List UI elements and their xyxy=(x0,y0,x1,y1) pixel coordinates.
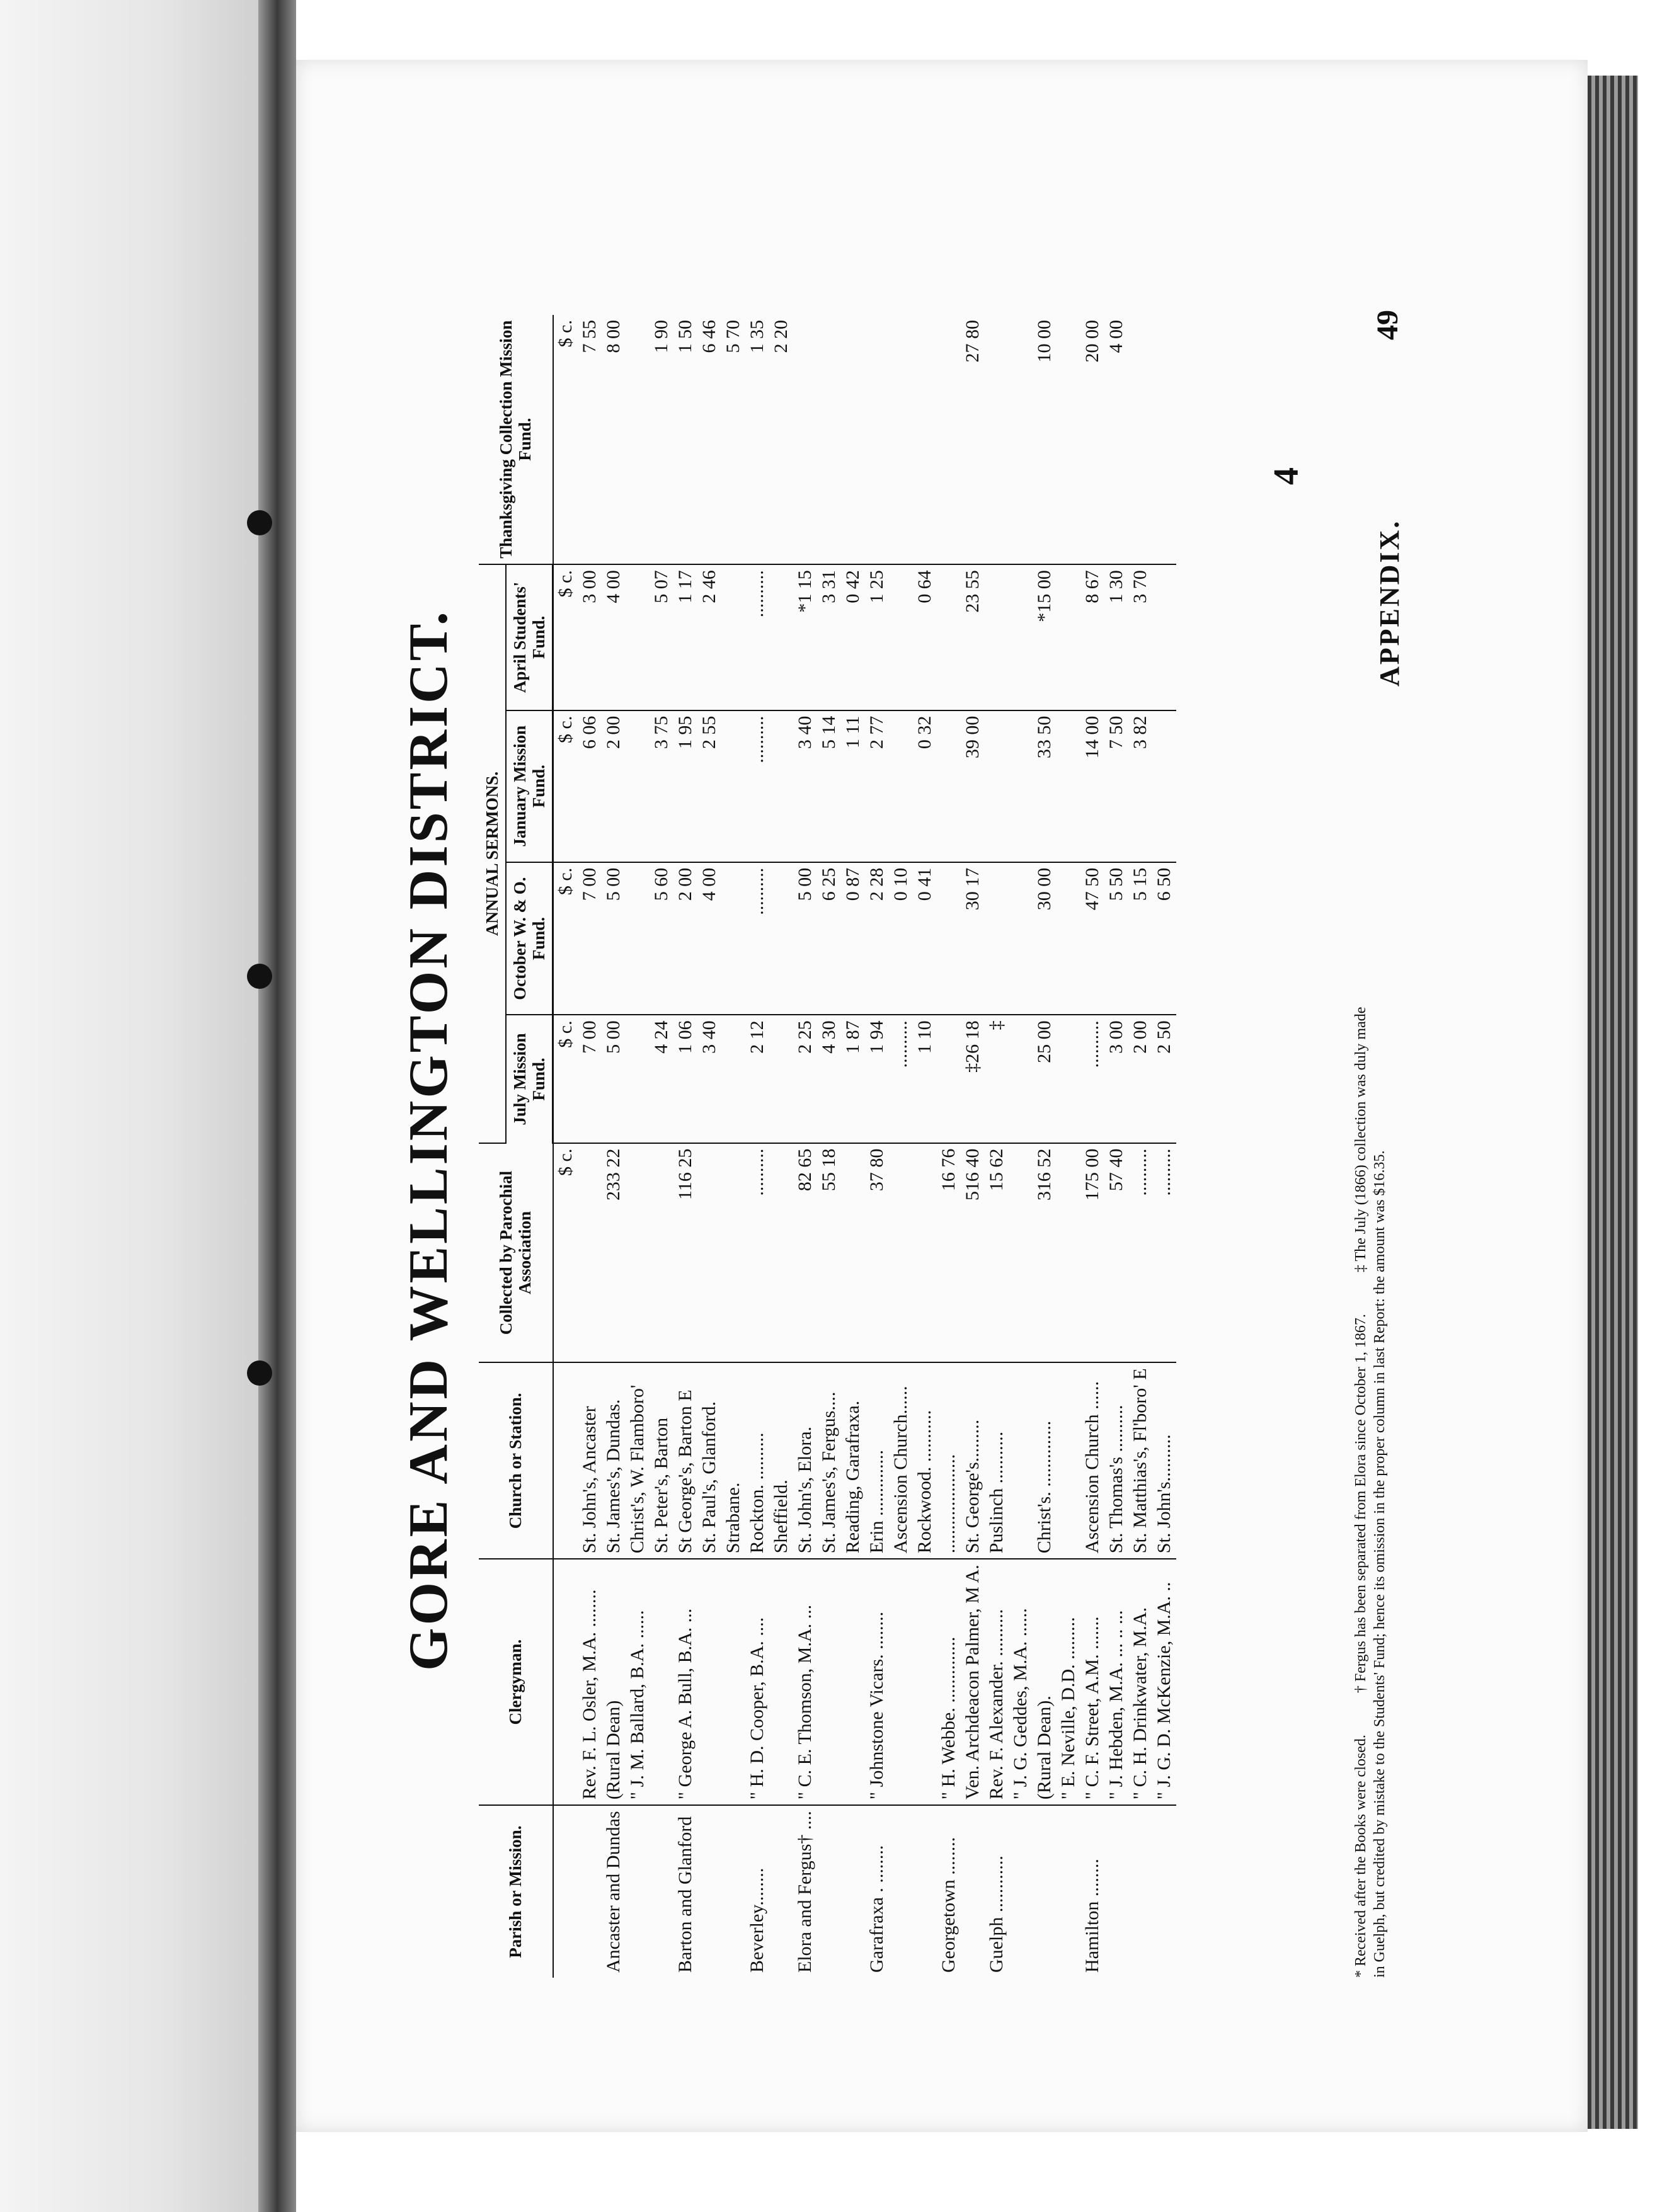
table-cell: Barton and Glanford xyxy=(675,1816,696,1973)
table-cell xyxy=(889,315,913,564)
table-cell xyxy=(841,1559,865,1805)
table-cell: 25 00 xyxy=(1033,1015,1057,1143)
table-cell xyxy=(1128,315,1152,564)
table-cell: .......... xyxy=(889,1015,913,1143)
table-cell: *1 15 xyxy=(793,564,817,710)
table-cell xyxy=(1057,862,1080,1015)
table-cell xyxy=(553,1805,578,1978)
table-cell: Ven. Archdeacon Palmer, M A. xyxy=(961,1559,985,1805)
table-cell: " J. M. Ballard, B.A. ...... xyxy=(626,1559,650,1805)
table-cell: 3 31 xyxy=(817,564,841,710)
header-thanksgiving: Thanksgiving Collection Mission Fund. xyxy=(479,315,553,564)
table-cell: 3 40 xyxy=(697,1015,721,1143)
table-cell xyxy=(1104,1805,1128,1978)
table-cell: 3 00 xyxy=(578,564,602,710)
table-cell xyxy=(721,1015,745,1143)
table-cell: 0 64 xyxy=(913,564,937,710)
table-cell: .......... xyxy=(1152,1143,1176,1363)
table-cell: ‡ xyxy=(985,1015,1009,1143)
table-cell xyxy=(1033,1805,1057,1978)
table-row xyxy=(865,315,889,1978)
table-cell xyxy=(1057,1143,1080,1363)
table-cell xyxy=(721,1559,745,1805)
table-cell: St. Thomas's .......... xyxy=(1104,1362,1128,1559)
table-cell xyxy=(697,1143,721,1363)
table-cell xyxy=(769,1805,793,1978)
table-cell: .......... xyxy=(745,1143,769,1363)
table-cell: 1 95 xyxy=(673,710,697,862)
table-cell: 6 46 xyxy=(697,315,721,564)
table-cell: $ c. xyxy=(553,315,578,564)
table-cell: 47 50 xyxy=(1080,862,1104,1015)
table-row xyxy=(817,315,841,1978)
table-cell: 3 75 xyxy=(650,710,673,862)
table-cell xyxy=(1128,1805,1152,1978)
table-cell: 1 30 xyxy=(1104,564,1128,710)
table-cell: 7 50 xyxy=(1104,710,1128,862)
table-cell xyxy=(1057,710,1080,862)
table-row xyxy=(673,315,697,1978)
table-cell xyxy=(889,1805,913,1978)
table-cell: St. Matthias's, Fl'boro' E xyxy=(1128,1362,1152,1559)
table-cell xyxy=(985,315,1009,564)
table-cell: 233 22 xyxy=(602,1143,626,1363)
table-cell xyxy=(1009,1015,1033,1143)
table-cell: 316 52 xyxy=(1033,1143,1057,1363)
binding-hole-icon xyxy=(247,964,272,989)
table-cell: ‡26 18 xyxy=(961,1015,985,1143)
table-cell xyxy=(769,1015,793,1143)
table-row xyxy=(1033,315,1057,1978)
table-cell: " H. D. Cooper, B.A. .... xyxy=(745,1559,769,1805)
table-cell: Erin .............. xyxy=(865,1362,889,1559)
table-cell: Elora and Fergus† .... xyxy=(794,1811,815,1973)
table-cell: Garafraxa . ........ xyxy=(866,1845,887,1973)
table-cell: Ancaster and Dundas xyxy=(603,1811,624,1973)
table-cell: 1 17 xyxy=(673,564,697,710)
table-cell: 2 00 xyxy=(1128,1015,1152,1143)
table-cell: " George A. Bull, B.A. ... xyxy=(673,1559,697,1805)
footnote-ddagger: ‡ The July (1866) collection was duly made xyxy=(1353,1006,1369,1273)
header-annual-sermons: ANNUAL SERMONS. xyxy=(479,564,506,1143)
currency-row xyxy=(553,315,578,1978)
table-cell: 30 17 xyxy=(961,862,985,1015)
table-cell xyxy=(793,315,817,564)
header-parish: Parish or Mission. xyxy=(479,1805,553,1978)
table-cell xyxy=(1057,564,1080,710)
table-cell: 5 70 xyxy=(721,315,745,564)
table-cell: 2 20 xyxy=(769,315,793,564)
table-cell: $ c. xyxy=(553,564,578,710)
table-cell: St. Peter's, Barton xyxy=(650,1362,673,1559)
table-cell: 116 25 xyxy=(673,1143,697,1363)
table-cell xyxy=(913,1143,937,1363)
header-october: October W. & O. Fund. xyxy=(506,862,553,1015)
table-row xyxy=(769,315,793,1978)
table-cell: Ascension Church...... xyxy=(889,1362,913,1559)
table-cell: St George's, Barton E xyxy=(673,1362,697,1559)
table-cell xyxy=(1009,1805,1033,1978)
table-cell xyxy=(937,710,961,862)
table-cell xyxy=(889,1143,913,1363)
binding-hole-icon xyxy=(247,510,272,535)
table-cell xyxy=(961,1805,985,1978)
table-cell xyxy=(1009,1143,1033,1363)
table-cell: " J. G. D. McKenzie, M.A. .. xyxy=(1152,1559,1176,1805)
table-cell: St. Paul's, Glanford. xyxy=(697,1362,721,1559)
table-cell xyxy=(985,564,1009,710)
contributions-table xyxy=(479,315,1176,1978)
table-cell xyxy=(817,315,841,564)
table-row xyxy=(578,315,602,1978)
table-row xyxy=(1080,315,1104,1978)
table-cell: Ascension Church ...... xyxy=(1080,1362,1104,1559)
header-parochial: Collected by Parochial Association xyxy=(479,1143,553,1363)
table-row xyxy=(913,315,937,1978)
table-cell: " C. E. Thomson, M.A. ... xyxy=(793,1559,817,1805)
table-cell xyxy=(626,1805,650,1978)
table-cell: " H. Webbe. .............. xyxy=(937,1559,961,1805)
table-row xyxy=(937,315,961,1978)
table-cell: 2 28 xyxy=(865,862,889,1015)
table-cell xyxy=(937,315,961,564)
table-cell xyxy=(1057,1362,1080,1559)
table-cell: Rockwood. ........... xyxy=(913,1362,937,1559)
table-cell: *15 00 xyxy=(1033,564,1057,710)
table-cell xyxy=(1057,315,1080,564)
footnote-line2: in Guelph, but credited by mistake to the Students' Fund; hence its omission in the proper column in last Report: the amount was $16.35. xyxy=(1372,1150,1388,1978)
table-cell xyxy=(721,862,745,1015)
running-header: APPENDIX. xyxy=(1374,519,1405,687)
page-title: GORE AND WELLINGTON DISTRICT. xyxy=(398,609,459,1671)
table-cell: St. James's, Fergus.... xyxy=(817,1362,841,1559)
header-january: January Mission Fund. xyxy=(506,710,553,862)
footnote-star: * Received after the Books were closed. xyxy=(1353,1735,1369,1978)
binding-hole-icon xyxy=(247,1360,272,1386)
table-cell: 2 46 xyxy=(697,564,721,710)
table-cell: 5 00 xyxy=(793,862,817,1015)
page-edges xyxy=(1588,76,1638,2129)
table-cell xyxy=(865,315,889,564)
table-cell: 37 80 xyxy=(865,1143,889,1363)
table-cell xyxy=(985,710,1009,862)
table-cell: 1 87 xyxy=(841,1015,865,1143)
table-cell: Beverley........ xyxy=(747,1867,767,1973)
table-cell: Puslinch ........... xyxy=(985,1362,1009,1559)
table-cell: " C. H. Drinkwater, M.A. xyxy=(1128,1559,1152,1805)
table-cell: 3 40 xyxy=(793,710,817,862)
table-cell: 516 40 xyxy=(961,1143,985,1363)
table-cell: 5 60 xyxy=(650,862,673,1015)
table-cell: 6 06 xyxy=(578,710,602,862)
table-cell: 1 10 xyxy=(913,1015,937,1143)
table-row xyxy=(961,315,985,1978)
table-cell: 6 25 xyxy=(817,862,841,1015)
table-cell: 5 50 xyxy=(1104,862,1128,1015)
table-cell xyxy=(578,1805,602,1978)
table-cell: $ c. xyxy=(553,862,578,1015)
table-cell: Guelph ............ xyxy=(986,1856,1007,1973)
header-april: April Students' Fund. xyxy=(506,564,553,710)
table-cell: .......... xyxy=(745,862,769,1015)
table-cell: 2 77 xyxy=(865,710,889,862)
table-cell xyxy=(721,1805,745,1978)
table-cell: 55 18 xyxy=(817,1143,841,1363)
table-cell: 4 24 xyxy=(650,1015,673,1143)
table-cell: 4 00 xyxy=(697,862,721,1015)
table-cell xyxy=(650,1143,673,1363)
header-clergyman: Clergyman. xyxy=(479,1559,553,1805)
table-row xyxy=(793,315,817,1978)
table-cell xyxy=(626,1143,650,1363)
table-cell: ..................... xyxy=(937,1362,961,1559)
table-cell: 30 00 xyxy=(1033,862,1057,1015)
table-cell xyxy=(817,1559,841,1805)
table-cell xyxy=(1152,564,1176,710)
table-cell xyxy=(1009,1362,1033,1559)
table-cell xyxy=(817,1805,841,1978)
table-cell: " E. Neville, D.D. ......... xyxy=(1057,1559,1080,1805)
table-cell: $ c. xyxy=(553,1143,578,1363)
table-row xyxy=(650,315,673,1978)
table-cell: Strabane. xyxy=(721,1362,745,1559)
table-cell: 0 10 xyxy=(889,862,913,1015)
table-cell: 6 50 xyxy=(1152,862,1176,1015)
rotated-table-page xyxy=(372,290,1411,1990)
table-cell xyxy=(1009,710,1033,862)
table-cell xyxy=(937,564,961,710)
table-cell xyxy=(721,1143,745,1363)
table-cell: 4 00 xyxy=(602,564,626,710)
table-cell xyxy=(913,1559,937,1805)
table-cell xyxy=(913,1805,937,1978)
table-cell xyxy=(697,1805,721,1978)
table-cell: 3 82 xyxy=(1128,710,1152,862)
table-cell: " J. Hebden, M.A. ... .. ... xyxy=(1104,1559,1128,1805)
table-cell: " C. F. Street, A.M. ....... xyxy=(1080,1559,1104,1805)
table-cell: 14 00 xyxy=(1080,710,1104,862)
table-cell: 39 00 xyxy=(961,710,985,862)
table-row xyxy=(745,315,769,1978)
table-cell xyxy=(626,710,650,862)
table-cell: 7 00 xyxy=(578,1015,602,1143)
table-cell: $ c. xyxy=(553,710,578,862)
table-cell xyxy=(913,315,937,564)
table-cell xyxy=(650,1805,673,1978)
table-cell: 2 12 xyxy=(745,1015,769,1143)
table-cell xyxy=(841,1805,865,1978)
table-cell xyxy=(626,1015,650,1143)
table-cell xyxy=(1009,315,1033,564)
table-cell: Christ's. .............. xyxy=(1033,1362,1057,1559)
table-cell: 1 90 xyxy=(650,315,673,564)
table-cell: 175 00 xyxy=(1080,1143,1104,1363)
table-cell: 1 94 xyxy=(865,1015,889,1143)
table-cell: 27 80 xyxy=(961,315,985,564)
table-cell xyxy=(889,1559,913,1805)
right-page-number: 49 xyxy=(1371,310,1404,340)
table-cell: 8 00 xyxy=(602,315,626,564)
table-cell: St. John's, Ancaster xyxy=(578,1362,602,1559)
table-cell: .......... xyxy=(1128,1143,1152,1363)
table-cell: 5 15 xyxy=(1128,862,1152,1015)
table-cell: 0 87 xyxy=(841,862,865,1015)
table-cell: 2 25 xyxy=(793,1015,817,1143)
table-cell: 8 67 xyxy=(1080,564,1104,710)
table-row xyxy=(1104,315,1128,1978)
table-cell: 2 00 xyxy=(673,862,697,1015)
table-cell: 4 00 xyxy=(1104,315,1128,564)
table-cell: 2 55 xyxy=(697,710,721,862)
table-cell xyxy=(1057,1805,1080,1978)
table-row xyxy=(841,315,865,1978)
table-cell xyxy=(889,710,913,862)
table-cell: 2 00 xyxy=(602,710,626,862)
table-cell: .......... xyxy=(745,564,769,710)
book-gutter xyxy=(258,0,296,2212)
table-cell: 1 25 xyxy=(865,564,889,710)
table-cell xyxy=(985,862,1009,1015)
table-cell xyxy=(841,1143,865,1363)
table-cell xyxy=(626,315,650,564)
table-cell xyxy=(769,710,793,862)
table-cell: 57 40 xyxy=(1104,1143,1128,1363)
table-cell xyxy=(769,564,793,710)
table-cell: (Rural Dean). xyxy=(1033,1559,1057,1805)
table-cell xyxy=(937,1015,961,1143)
table-cell xyxy=(769,1143,793,1363)
table-cell xyxy=(769,862,793,1015)
table-cell xyxy=(650,1559,673,1805)
table-cell xyxy=(841,315,865,564)
table-cell: 1 35 xyxy=(745,315,769,564)
table-cell: St. George's......... xyxy=(961,1362,985,1559)
table-cell xyxy=(697,1559,721,1805)
table-row xyxy=(889,315,913,1978)
table-cell: St. James's, Dundas. xyxy=(602,1362,626,1559)
table-row xyxy=(697,315,721,1978)
table-row xyxy=(1152,315,1176,1978)
table-cell: 7 55 xyxy=(578,315,602,564)
table-cell: 16 76 xyxy=(937,1143,961,1363)
table-cell: (Rural Dean) xyxy=(602,1559,626,1805)
table-cell xyxy=(1152,315,1176,564)
table-cell xyxy=(626,564,650,710)
table-cell: Rockton. .......... xyxy=(745,1362,769,1559)
table-cell: 3 00 xyxy=(1104,1015,1128,1143)
table-cell xyxy=(769,1559,793,1805)
table-cell xyxy=(1057,1015,1080,1143)
facing-page xyxy=(0,0,265,2212)
table-cell xyxy=(1152,710,1176,862)
table-cell: $ c. xyxy=(553,1015,578,1143)
footnote-dagger: † Fergus has been separated from Elora since October 1, 1867. xyxy=(1353,1314,1369,1694)
table-cell: Georgetown ........ xyxy=(938,1837,959,1973)
table-cell: 15 62 xyxy=(985,1143,1009,1363)
table-row xyxy=(626,315,650,1978)
table-cell: Rev. F. L. Osler, M.A. ........ xyxy=(578,1559,602,1805)
table-cell: St. John's, Elora. xyxy=(793,1362,817,1559)
header-july: July Mission Fund. xyxy=(506,1015,553,1143)
table-cell: 5 14 xyxy=(817,710,841,862)
table-row xyxy=(602,315,626,1978)
table-cell: Reading, Garafraxa. xyxy=(841,1362,865,1559)
table-cell: " J. G. Geddes, M.A. ...... xyxy=(1009,1559,1033,1805)
table-row xyxy=(985,315,1009,1978)
left-page-number: 4 xyxy=(1267,467,1306,485)
header-church: Church or Station. xyxy=(479,1362,553,1559)
table-cell: 7 00 xyxy=(578,862,602,1015)
table-cell: 20 00 xyxy=(1080,315,1104,564)
table-row xyxy=(1128,315,1152,1978)
table-cell: 1 06 xyxy=(673,1015,697,1143)
table-row xyxy=(721,315,745,1978)
table-cell: .......... xyxy=(1080,1015,1104,1143)
table-cell: 82 65 xyxy=(793,1143,817,1363)
table-cell xyxy=(721,564,745,710)
table-row xyxy=(1057,315,1080,1978)
table-cell: Hamilton ........ xyxy=(1082,1859,1103,1973)
table-cell: 0 42 xyxy=(841,564,865,710)
table-cell: 0 41 xyxy=(913,862,937,1015)
table-cell: Rev. F. Alexander. .......... xyxy=(985,1559,1009,1805)
table-cell: 4 30 xyxy=(817,1015,841,1143)
table-cell xyxy=(553,1559,578,1805)
table-cell: 23 55 xyxy=(961,564,985,710)
table-cell: St. John's.......... xyxy=(1152,1362,1176,1559)
table-cell: Sheffield. xyxy=(769,1362,793,1559)
table-cell xyxy=(1009,564,1033,710)
table-cell xyxy=(1009,862,1033,1015)
table-cell xyxy=(937,862,961,1015)
table-cell: 5 07 xyxy=(650,564,673,710)
table-cell: 3 70 xyxy=(1128,564,1152,710)
table-cell: 1 11 xyxy=(841,710,865,862)
table-cell: 1 50 xyxy=(673,315,697,564)
table-cell: 0 32 xyxy=(913,710,937,862)
table-cell: 5 00 xyxy=(602,1015,626,1143)
table-cell xyxy=(626,862,650,1015)
table-cell: Christ's, W. Flamboro' xyxy=(626,1362,650,1559)
table-cell: 5 00 xyxy=(602,862,626,1015)
table-cell: .......... xyxy=(745,710,769,862)
table-cell: " Johnstone Vicars. ........ xyxy=(865,1559,889,1805)
table-cell: 2 50 xyxy=(1152,1015,1176,1143)
table-row xyxy=(1009,315,1033,1978)
table-cell xyxy=(578,1143,602,1363)
table-cell: 10 00 xyxy=(1033,315,1057,564)
table-cell xyxy=(1152,1805,1176,1978)
table-cell: 33 50 xyxy=(1033,710,1057,862)
table-cell xyxy=(721,710,745,862)
table-cell xyxy=(889,564,913,710)
table-cell xyxy=(553,1362,578,1559)
